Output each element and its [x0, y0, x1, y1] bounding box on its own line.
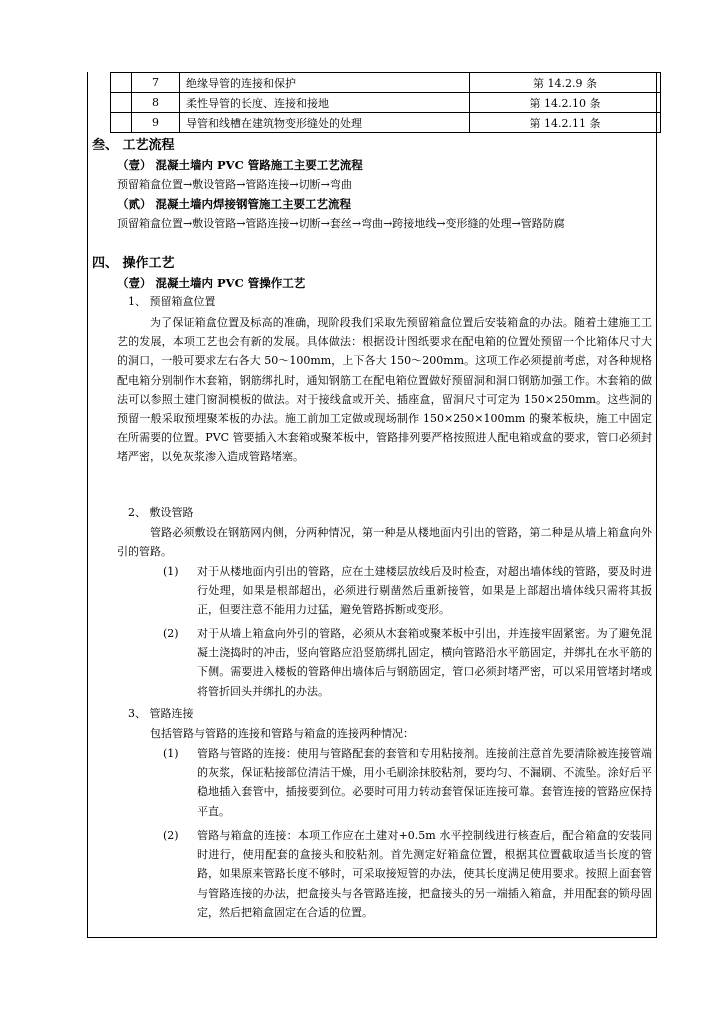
subheading-steel-process: （贰） 混凝土墙内焊接钢管施工主要工艺流程 — [117, 197, 352, 211]
subitem-number: (1) — [163, 565, 179, 578]
section-heading-process: 叁、 工艺流程 — [92, 138, 175, 153]
row-reference: 第 14.2.10 条 — [470, 93, 661, 113]
row-number: 7 — [132, 73, 180, 93]
flow-pvc: 预留箱盒位置→敷设管路→管路连接→切断→弯曲 — [117, 178, 352, 191]
subitem-text-pipe-to-box: 管路与箱盒的连接：本项工作应在土建对+0.5m 水平控制线进行核查后，配合箱盒的安装同时进行，使用配套的盒接头和胶粘剂。首先测定好箱盒位置，根据其位置截取适当长度的管路，如果原来管路长度不够时，可采取接短管的办法，使其长度满足使用要求。按照上面套管与管路连接的办法，把盒接头与各管路连接，把盒接头的另一端插入箱盒，并用配套的锁母固定，然后把箱盒固定在合适的位置。 — [197, 829, 652, 919]
item-title-reserve-box: 1、 预留箱盒位置 — [128, 295, 216, 308]
clause-table — [110, 72, 661, 133]
subheading-pvc-operation: （壹） 混凝土墙内 PVC 管操作工艺 — [117, 276, 306, 290]
item-title-lay-pipe: 2、 敷设管路 — [128, 506, 194, 519]
table-row — [111, 73, 661, 93]
subheading-pvc-process: （壹） 混凝土墙内 PVC 管路施工主要工艺流程 — [117, 158, 363, 172]
subitem-text-pipe-to-pipe: 管路与管路的连接：使用与管路配套的套管和专用粘接剂。连接前注意首先要清除被连接管端的灰浆，保证粘接部位清洁干燥，用小毛刷涂抹胶粘剂，要均匀、不漏刷、不流坠。涂好后平稳地插入套管中，插接要到位。必要时可用力转动套管保证连接可靠。套管连接的管路应保持平直。 — [197, 747, 652, 818]
row-description: 绝缘导管的连接和保护 — [180, 73, 470, 93]
item-title-pipe-connect: 3、 管路连接 — [128, 707, 194, 720]
flow-steel: 顶留箱盒位置→敷设管路→管路连接→切断→套丝→弯曲→跨接地线→变形缝的处理→管路防腐 — [117, 217, 565, 230]
table-row — [111, 93, 661, 113]
subitem-number: (2) — [163, 829, 179, 842]
row-number: 8 — [132, 93, 180, 113]
item-text-pipe-connect: 包括管路与管路的连接和管路与箱盒的连接两种情况： — [150, 727, 414, 740]
row-reference: 第 14.2.11 条 — [470, 113, 661, 133]
item-text-lay-pipe: 管路必须敷设在钢筋网内侧，分两种情况，第一种是从楼地面内引出的管路，第二种是从墙上箱盒向外引的管路。 — [117, 526, 652, 559]
subitem-text-floor-pipe: 对于从楼地面内引出的管路，应在土建楼层放线后及时检查，对超出墙体线的管路，要及时进行处理，如果是根部超出，必须进行剔凿然后重新接管，如果是上部超出墙体线只需将其扳正，但要注意不能用力过猛，避免管路拆断或变形。 — [197, 565, 652, 617]
row-description: 柔性导管的长度、连接和接地 — [180, 93, 470, 113]
table-row — [111, 113, 661, 133]
subitem-number: (2) — [163, 627, 179, 640]
item-text-reserve-box: 为了保证箱盒位置及标高的准确，现阶段我们采取先预留箱盒位置后安装箱盒的办法。随着土建施工工艺的发展，本项工艺也会有新的发展。具体做法：根据设计图纸要求在配电箱的位置处预留一个比箱体尺寸大的洞口，一般可要求左右各大 50～100mm，上下各大 150～200mm。这项工作必须提前考虑，对各种规格配电箱分别制作木套箱，钢筋绑扎时，通知钢筋工在配电箱位置做好预留洞和洞口钢筋加强工作。木套箱的做法可以参照土建门窗洞模板的做法。对于接线盒或开关、插座盒，留洞尺寸可定为 150×250mm。这些洞的预留一般采取预埋聚苯板的办法。施工前加工定做或现场制作 150×250×100mm 的聚苯板块，施工中固定在所需要的位置。PVC 管要插入木套箱或聚苯板中，管路排列要严格按照进人配电箱或盒的要求，管口必须封堵严密，以免灰浆渗入造成管路堵塞。 — [117, 316, 652, 464]
row-number: 9 — [132, 113, 180, 133]
subitem-text-wall-pipe: 对于从墙上箱盒向外引的管路，必须从木套箱或聚苯板中引出，并连接牢固紧密。为了避免混凝土浇捣时的冲击，竖向管路应沿竖筋绑扎固定，横向管路沿水平筋固定，并绑扎在水平筋的下侧。需要进入楼板的管路伸出墙体后与钢筋固定，管口必须封堵严密，可以采用管堵封堵或将管折回头并绑扎的办法。 — [197, 627, 652, 698]
row-description: 导管和线槽在建筑物变形缝处的处理 — [180, 113, 470, 133]
section-heading-operation: 四、 操作工艺 — [92, 256, 175, 271]
subitem-number: (1) — [163, 747, 179, 760]
row-reference: 第 14.2.9 条 — [470, 73, 661, 93]
